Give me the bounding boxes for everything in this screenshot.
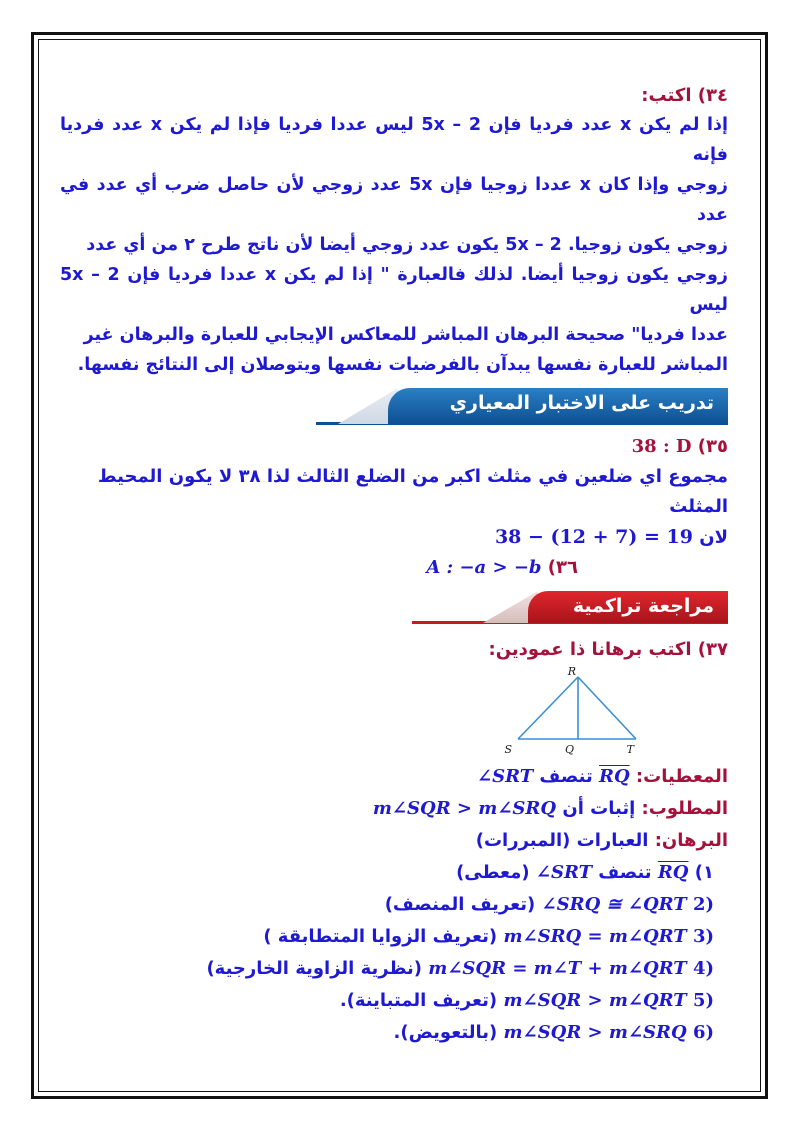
proof-step (60, 1017, 714, 1049)
given-text: تنصف (539, 766, 593, 787)
label-r: R (567, 667, 576, 678)
proof-step (60, 953, 714, 985)
step-number: 3) (692, 926, 714, 947)
step-reason: (تعريف المتباينة). (339, 990, 498, 1011)
step-segment: $\overline{RQ}$ (657, 862, 689, 883)
proof-step (60, 857, 714, 889)
cumulative-review-banner (60, 591, 728, 629)
label-q: Q (564, 743, 574, 756)
q34-paragraph (60, 110, 728, 380)
given-label: المعطيات: (635, 766, 728, 787)
banner-title: مراجعة تراكمية (572, 595, 714, 617)
step-expr: ∠SRT (535, 862, 592, 883)
step-expr: m∠SQR = m∠T + m∠QRT (428, 958, 687, 979)
page-content (60, 85, 728, 1049)
step-number: 5) (692, 990, 714, 1011)
label-s: S (504, 743, 512, 756)
q35-explanation: مجموع اي ضلعين في مثلث اكبر من الضلع الثالث لذا ٣٨ لا يكون المحيط المثلث (97, 466, 728, 517)
q35-label: ٣٥) (697, 436, 728, 457)
step-reason: (تعريف الزوايا المتطابقة ) (263, 926, 498, 947)
q34-line: زوجي وإذا كان x عددا زوجيا فإن 5x عدد زوجي لأن حاصل ضرب أي عدد في عدد (60, 175, 728, 225)
q35-because: لان (699, 527, 728, 548)
q36-answer-line (60, 553, 578, 583)
step-reason: (نظرية الزاوية الخارجية) (206, 958, 423, 979)
proof-step (60, 921, 714, 953)
required-text: إثبات أن (562, 798, 636, 819)
required-label: المطلوب: (641, 798, 728, 819)
step-text: تنصف (598, 862, 652, 883)
triangle-diagram (60, 667, 728, 759)
q34-title: ٣٤) اكتب: (641, 85, 728, 106)
proof-label: البرهان: (654, 830, 728, 851)
step-expr: ∠SRQ ≅ ∠QRT (541, 894, 687, 915)
step-number: 4) (692, 958, 714, 979)
step-number: ١) (694, 862, 714, 883)
side-rs (518, 677, 578, 739)
q37-title: ٣٧) اكتب برهانا ذا عمودين: (488, 639, 728, 660)
proof-step (60, 985, 714, 1017)
step-reason: (تعريف المنصف) (384, 894, 536, 915)
q36-label: ٣٦) (547, 557, 578, 578)
q34-line: المباشر للعبارة نفسها يبدآن بالفرضيات نفسها ويتوصلان إلى النتائج نفسها. (77, 355, 728, 375)
q35-equation: 38 − (12 + 7) = 19 (494, 526, 693, 548)
step-number: 6) (692, 1022, 714, 1043)
q34-line: زوجي يكون زوجيا. 2 – 5x يكون عدد زوجي أيضا لأن ناتج طرح ٢ من أي عدد (86, 235, 728, 255)
q36-answer: A : −a > −b (426, 557, 542, 578)
required-line (60, 793, 728, 825)
banner-title: تدريب على الاختبار المعياري (449, 392, 714, 414)
step-number: 2) (692, 894, 714, 915)
given-segment: $\overline{RQ}$ (598, 766, 630, 787)
proof-text: العبارات (المبررات) (475, 830, 649, 851)
label-t: T (626, 743, 634, 756)
step-reason: (بالتعويض). (393, 1022, 498, 1043)
proof-step (60, 889, 714, 921)
triangle-figure (498, 667, 658, 757)
proof-header-line (60, 825, 728, 857)
q35-answer: 38 : D (631, 436, 692, 457)
given-angle: ∠SRT (477, 766, 534, 787)
standardized-test-banner (60, 388, 728, 426)
q34-line: زوجي يكون زوجيا أيضا. لذلك فالعبارة " إذا لم يكن x عددا فرديا فإن 2 – 5x ليس (60, 265, 728, 315)
q34-line: إذا لم يكن x عدد فرديا فإن 2 – 5x ليس عددا فرديا فإذا لم يكن x عدد فرديا فإنه (60, 115, 729, 165)
step-expr: m∠SQR > m∠SRQ (503, 1022, 687, 1043)
given-line (60, 761, 728, 793)
side-rt (578, 677, 636, 739)
step-expr: m∠SQR > m∠QRT (503, 990, 687, 1011)
step-reason: (معطى) (456, 862, 530, 883)
required-expr: m∠SQR > m∠SRQ (372, 798, 557, 819)
q35-answer-line (60, 432, 728, 462)
q35-equation-line (60, 522, 728, 553)
q34-line: عددا فرديا" صحيحة البرهان المباشر للمعاكس الإيجابي للعبارة والبرهان غير (83, 325, 728, 345)
step-expr: m∠SRQ = m∠QRT (503, 926, 687, 947)
